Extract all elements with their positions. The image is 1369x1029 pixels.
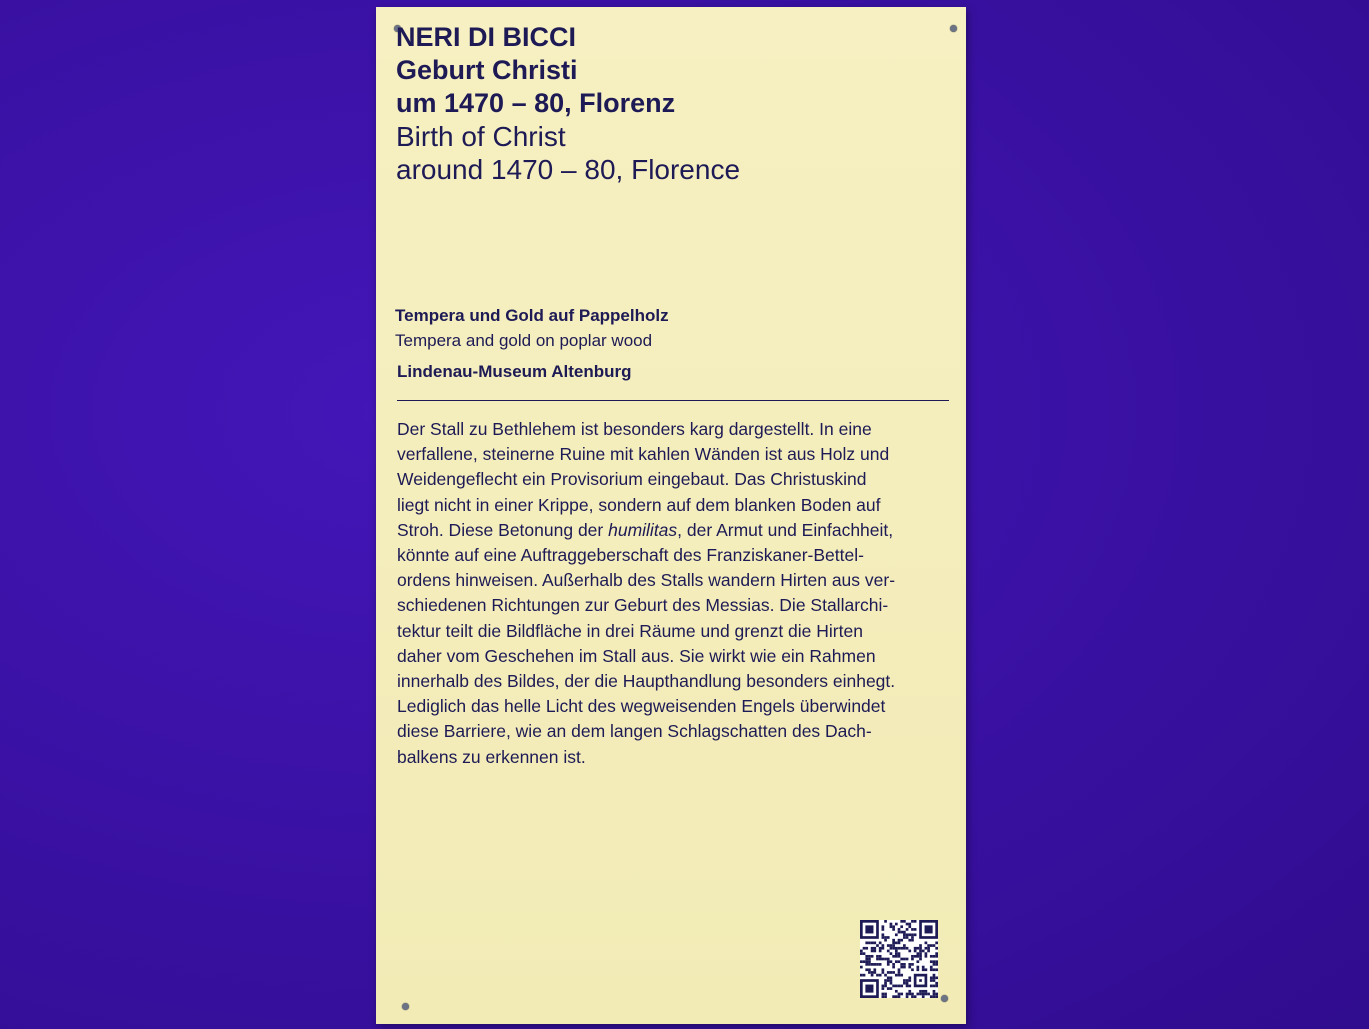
divider <box>397 400 949 401</box>
description <box>397 417 955 770</box>
pin-icon <box>402 1003 409 1010</box>
description-line: diese Barriere, wie an dem langen Schlagschatten des Dach- <box>397 721 872 742</box>
date-english: around 1470 – 80, Florence <box>396 154 741 185</box>
qr-code-icon[interactable] <box>860 920 938 998</box>
description-line: balkens zu erkennen ist. <box>397 746 586 767</box>
description-line: liegt nicht in einer Krippe, sondern auf dem blanken Boden auf <box>397 494 881 515</box>
pin-icon <box>950 25 957 32</box>
date-german: um 1470 – 80, Florenz <box>396 88 676 118</box>
title-german: Geburt Christi <box>396 55 578 85</box>
museum-label-card <box>376 7 966 1024</box>
artist-name: NERI DI BICCI <box>396 22 577 52</box>
description-line: Der Stall zu Bethlehem ist besonders karg dargestellt. In eine <box>397 419 872 439</box>
description-line: schiedenen Richtungen zur Geburt des Messias. Die Stallarchi- <box>397 595 889 616</box>
description-line: Stroh. Diese Betonung der humilitas, der Armut und Einfachheit, <box>397 519 894 540</box>
description-line: verfallene, steinerne Ruine mit kahlen Wänden ist aus Holz und <box>397 444 890 465</box>
description-line: könnte auf eine Auftraggeberschaft des Franziskaner-Bettel- <box>397 545 864 566</box>
description-line: Weidengeflecht ein Provisorium eingebaut. Das Christuskind <box>397 469 867 490</box>
material-german: Tempera und Gold auf Pappelholz <box>395 306 669 325</box>
description-line: innerhalb des Bildes, der die Haupthandlung besonders einhegt. <box>397 671 896 692</box>
pin-icon <box>941 995 948 1002</box>
label-header <box>396 21 740 186</box>
description-line: ordens hinweisen. Außerhalb des Stalls wandern Hirten aus ver- <box>397 570 896 591</box>
material-english: Tempera and gold on poplar wood <box>395 331 653 350</box>
description-line: Lediglich das helle Licht des wegweisenden Engels überwindet <box>397 696 886 717</box>
description-line: daher vom Geschehen im Stall aus. Sie wirkt wie ein Rahmen <box>397 645 876 666</box>
title-english: Birth of Christ <box>396 121 566 152</box>
material-block <box>395 303 669 353</box>
description-line: tektur teilt die Bildfläche in drei Räume und grenzt die Hirten <box>397 620 863 641</box>
museum-credit: Lindenau-Museum Altenburg <box>397 362 632 381</box>
